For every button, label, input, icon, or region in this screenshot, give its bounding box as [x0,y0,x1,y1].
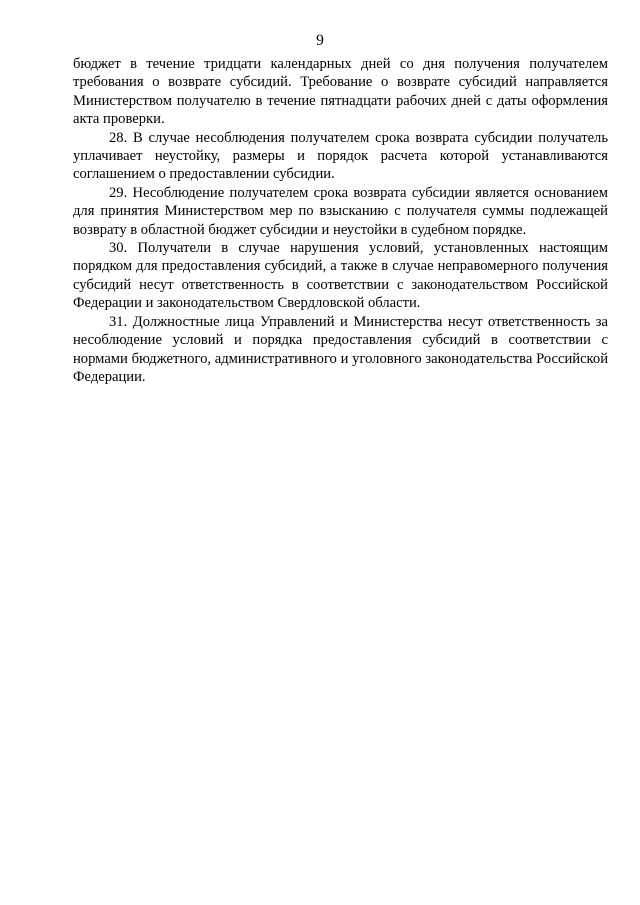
paragraph-30: 30. Получатели в случае нарушения условий, установленных настоящим порядком для предоставления субсидий, а также в случае неправомерного получения субсидий несут ответственность в соответствии с законодательством Российской Федерации и законодательством Свердловской области. [73,240,608,312]
paragraph-31: 31. Должностные лица Управлений и Министерства несут ответственность за несоблюдение условий и порядка предоставления субсидий в соответствии с нормами бюджетного, административного и уголовного законодательства Российской Федерации. [73,313,608,385]
document-body [73,55,608,386]
paragraph-29: 29. Несоблюдение получателем срока возврата субсидии является основанием для принятия Министерством мер по взысканию с получателя суммы подлежащей возврату в областной бюджет субсидии и неустойки в судебном порядке. [73,184,608,238]
paragraph-continuation: бюджет в течение тридцати календарных дней со дня получения получателем требования о возврате субсидий. Требование о возврате субсидий направляется Министерством получателю в течение пятнадцати рабочих дней с даты оформления акта проверки. [73,56,608,128]
paragraph-28: 28. В случае несоблюдения получателем срока возврата субсидии получатель уплачивает неустойку, размеры и порядок расчета которой устанавливаются соглашением о предоставлении субсидии. [73,129,608,183]
page-number: 9 [316,32,324,49]
